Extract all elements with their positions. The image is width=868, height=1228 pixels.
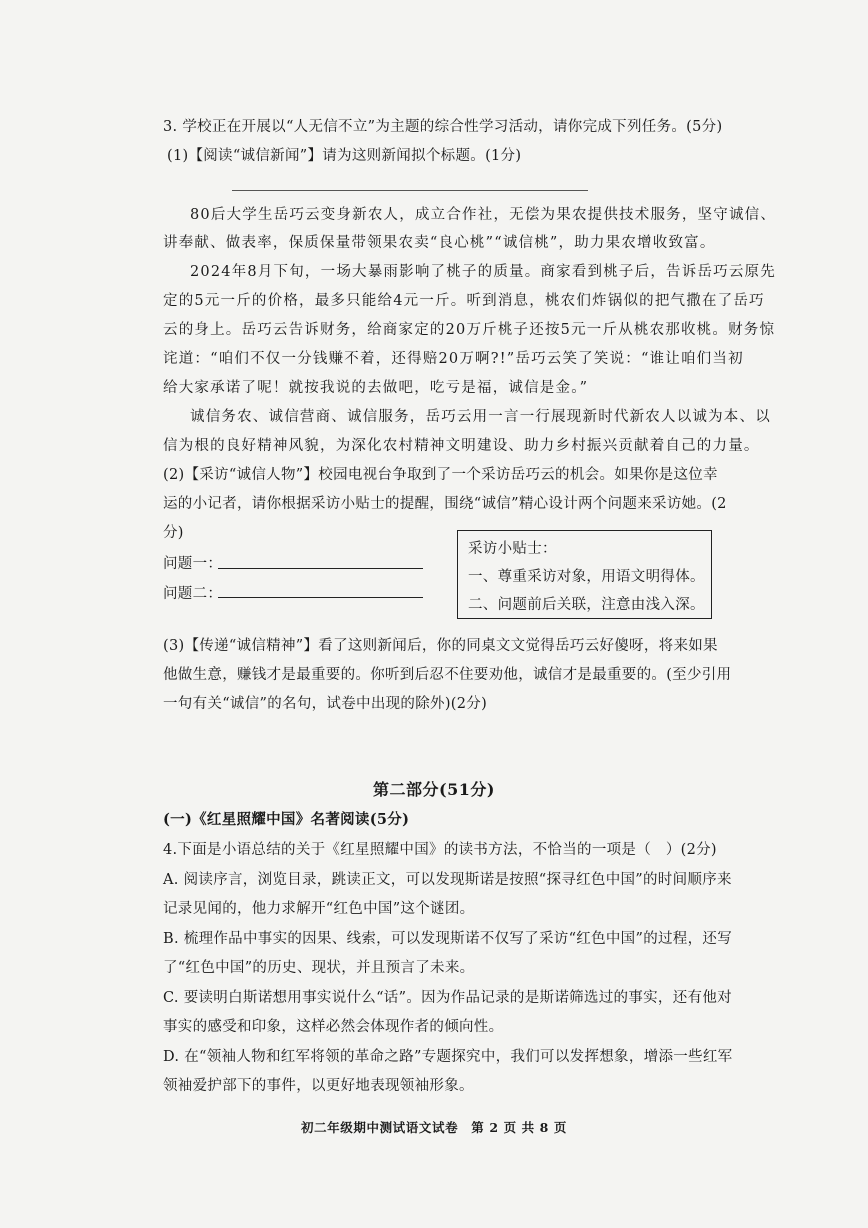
interview-tips-box	[457, 530, 712, 619]
tips-title: 采访小贴士：	[468, 541, 557, 557]
q4-option-b-line1[interactable]: B. 梳理作品中事实的因果、线索，可以发现斯诺不仅写了采访“红色中国”的过程，还写	[163, 931, 732, 947]
news-p2-line5: 给大家承诺了呢！就按我说的去做吧，吃亏是福，诚信是金。”	[163, 380, 589, 396]
q3-task1: (1)【阅读“诚信新闻”】请为这则新闻拟个标题。(1分)	[167, 148, 522, 164]
q3-stem: 3. 学校正在开展以“人无信不立”为主题的综合性学习活动，请你完成下列任务。(5分)	[163, 119, 723, 135]
question2-label: 问题二：	[163, 586, 223, 602]
q3-task3-line2: 他做生意，赚钱才是最重要的。你听到后忍不住要劝他，诚信才是最重要的。(至少引用	[163, 667, 732, 683]
q3-task3-line1: (3)【传递“诚信精神”】看了这则新闻后，你的同桌文文觉得岳巧云好傻呀，将来如果	[163, 638, 718, 654]
q4-option-a-line2: 记录见闻的，他力求解开“红色中国”这个谜团。	[163, 901, 475, 917]
news-p2-line3: 云的身上。岳巧云告诉财务，给商家定的20万斤桃子还按5元一斤从桃农那收桃。财务惊	[163, 322, 776, 338]
q3-task2-line2: 运的小记者，请你根据采访小贴士的提醒，围绕“诚信”精心设计两个问题来采访她。(2	[163, 496, 727, 512]
q4-option-d-line2: 领袖爱护部下的事件，以更好地表现领袖形象。	[163, 1078, 474, 1094]
question1-answer-line[interactable]	[218, 568, 423, 569]
part2-title: 第二部分(51分)	[373, 780, 495, 799]
page-footer: 初二年级期中测试语文试卷 第 2 页 共 8 页	[300, 1120, 568, 1135]
news-p2-line2: 定的5元一斤的价格，最多只能给4元一斤。听到消息，桃农们炸锅似的把气撒在了岳巧	[163, 293, 765, 309]
question2-answer-line[interactable]	[218, 597, 423, 598]
q4-stem: 4.下面是小语总结的关于《红星照耀中国》的读书方法，不恰当的一项是（ ）(2分)	[163, 842, 717, 858]
q4-option-c-line2: 事实的感受和印象，这样必然会体现作者的倾向性。	[163, 1019, 504, 1035]
news-p1-line2: 讲奉献、做表率，保质保量带领果农卖“良心桃”“诚信桃”，助力果农增收致富。	[163, 235, 716, 251]
news-p1-line1: 80后大学生岳巧云变身新农人，成立合作社，无偿为果农提供技术服务，坚守诚信、	[190, 207, 777, 223]
part2-subsection: (一)《红星照耀中国》名著阅读(5分)	[163, 811, 410, 828]
q3-task2-line3: 分)	[163, 525, 184, 541]
title-answer-line[interactable]	[232, 190, 588, 191]
news-p2-line4: 诧道：“咱们不仅一分钱赚不着，还得赔20万啊?!”岳巧云笑了笑说：“谁让咱们当初	[163, 351, 744, 367]
q3-task2-line1: (2)【采访“诚信人物”】校园电视台争取到了一个采访岳巧云的机会。如果你是这位幸	[163, 467, 718, 483]
tips-item2: 二、问题前后关联，注意由浅入深。	[468, 597, 705, 613]
q4-option-c-line1[interactable]: C. 要读明白斯诺想用事实说什么“话”。因为作品记录的是斯诺筛选过的事实，还有他对	[163, 990, 732, 1006]
news-p3-line1: 诚信务农、诚信营商、诚信服务，岳巧云用一言一行展现新时代新农人以诚为本、以	[190, 409, 771, 425]
q4-option-d-line1[interactable]: D. 在“领袖人物和红军将领的革命之路”专题探究中，我们可以发挥想象，增添一些红军	[163, 1049, 733, 1065]
news-p2-line1: 2024年8月下旬，一场大暴雨影响了桃子的质量。商家看到桃子后，告诉岳巧云原先	[190, 264, 776, 280]
tips-item1: 一、尊重采访对象，用语文明得体。	[468, 569, 705, 585]
q4-option-b-line2: 了“红色中国”的历史、现状，并且预言了未来。	[163, 960, 475, 976]
news-p3-line2: 信为根的良好精神风貌，为深化农村精神文明建设、助力乡村振兴贡献着自己的力量。	[163, 438, 760, 454]
question1-label: 问题一：	[163, 556, 223, 572]
q3-task3-line3: 一句有关“诚信”的名句，试卷中出现的除外)(2分)	[163, 696, 488, 712]
q4-option-a-line1[interactable]: A. 阅读序言，浏览目录，跳读正文，可以发现斯诺是按照“探寻红色中国”的时间顺序来	[163, 872, 732, 888]
